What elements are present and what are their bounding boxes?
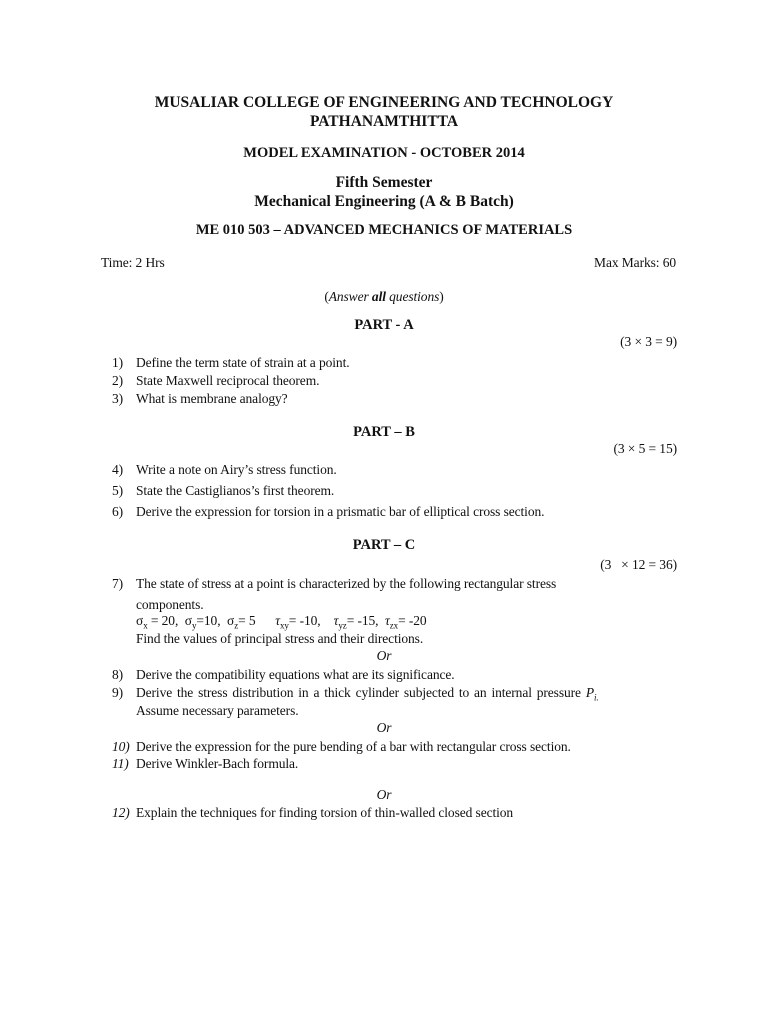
question-number: 10) [112, 739, 130, 754]
part-b-title: PART – B [353, 424, 415, 440]
semester: Fifth Semester [335, 174, 433, 191]
question-number: 7) [112, 576, 124, 591]
question-number: 1) [112, 355, 124, 370]
branch: Mechanical Engineering (A & B Batch) [254, 193, 514, 210]
question-text: Derive the expression for torsion in a prismatic bar of elliptical cross section. [136, 504, 545, 519]
tau-yz: $\tau_{yz}= -15$, [333, 613, 379, 631]
question-number: 2) [112, 373, 124, 388]
tau-zx: $\tau_{zx}= -20$ [385, 613, 427, 631]
part-b-marks: (3 × 5 = 15) [613, 441, 677, 456]
question-text: Derive the stress distribution in a thick cylinder subjected to an internal pressure $P_{i.}$ [136, 685, 599, 703]
stress-components [136, 613, 427, 631]
max-marks: Max Marks: 60 [594, 255, 676, 270]
tau-xy: $\tau_{xy}= -10$, [275, 613, 321, 631]
question-text: The state of stress at a point is characterized by the following rectangular stress [136, 576, 557, 591]
question-number: 6) [112, 504, 124, 519]
or-separator: Or [376, 720, 392, 735]
question-text: What is membrane analogy? [136, 391, 288, 406]
part-a-marks: (3 × 3 = 9) [620, 334, 677, 349]
question-number: 8) [112, 667, 124, 682]
or-separator: Or [376, 787, 392, 802]
sigma-y: $\sigma_y=10$, [184, 613, 221, 631]
question-number: 5) [112, 483, 124, 498]
exam-title: MODEL EXAMINATION - OCTOBER 2014 [243, 145, 525, 161]
question-text: State Maxwell reciprocal theorem. [136, 373, 320, 388]
question-text: Explain the techniques for finding torsion of thin-walled closed section [136, 805, 514, 820]
question-text: Derive Winkler-Bach formula. [136, 756, 299, 771]
part-a-title: PART - A [354, 317, 414, 333]
part-c-title: PART – C [352, 537, 416, 553]
part-c-marks: (3 × 12 = 36) [600, 557, 677, 572]
question-text-continued: components. [136, 597, 204, 612]
question-text: State the Castiglianos’s first theorem. [136, 483, 335, 498]
question-number: 4) [112, 462, 124, 477]
subject-title: ME 010 503 – ADVANCED MECHANICS OF MATERIALS [195, 222, 573, 238]
college-place: PATHANAMTHITTA [309, 113, 459, 130]
question-text-continued: Assume necessary parameters. [136, 703, 299, 718]
question-text-continued: Find the values of principal stress and their directions. [136, 631, 424, 646]
question-number: 9) [112, 685, 124, 700]
question-text: Write a note on Airy’s stress function. [136, 462, 337, 477]
question-text: Derive the compatibility equations what are its significance. [136, 667, 455, 682]
exam-time: Time: 2 Hrs [101, 255, 165, 270]
sigma-z: $\sigma_z= 5$ [227, 613, 256, 631]
instruction: (Answer all questions) [324, 289, 444, 304]
question-number: 3) [112, 391, 124, 406]
or-separator: Or [376, 648, 392, 663]
question-number: 11) [112, 756, 129, 771]
question-text: Derive the expression for the pure bending of a bar with rectangular cross section. [136, 739, 571, 754]
college-name: MUSALIAR COLLEGE OF ENGINEERING AND TECHNOLOGY [154, 94, 614, 111]
sigma-x: $\sigma_x = 20$, [136, 613, 179, 631]
question-text: Define the term state of strain at a point. [136, 355, 350, 370]
question-number: 12) [112, 805, 130, 820]
